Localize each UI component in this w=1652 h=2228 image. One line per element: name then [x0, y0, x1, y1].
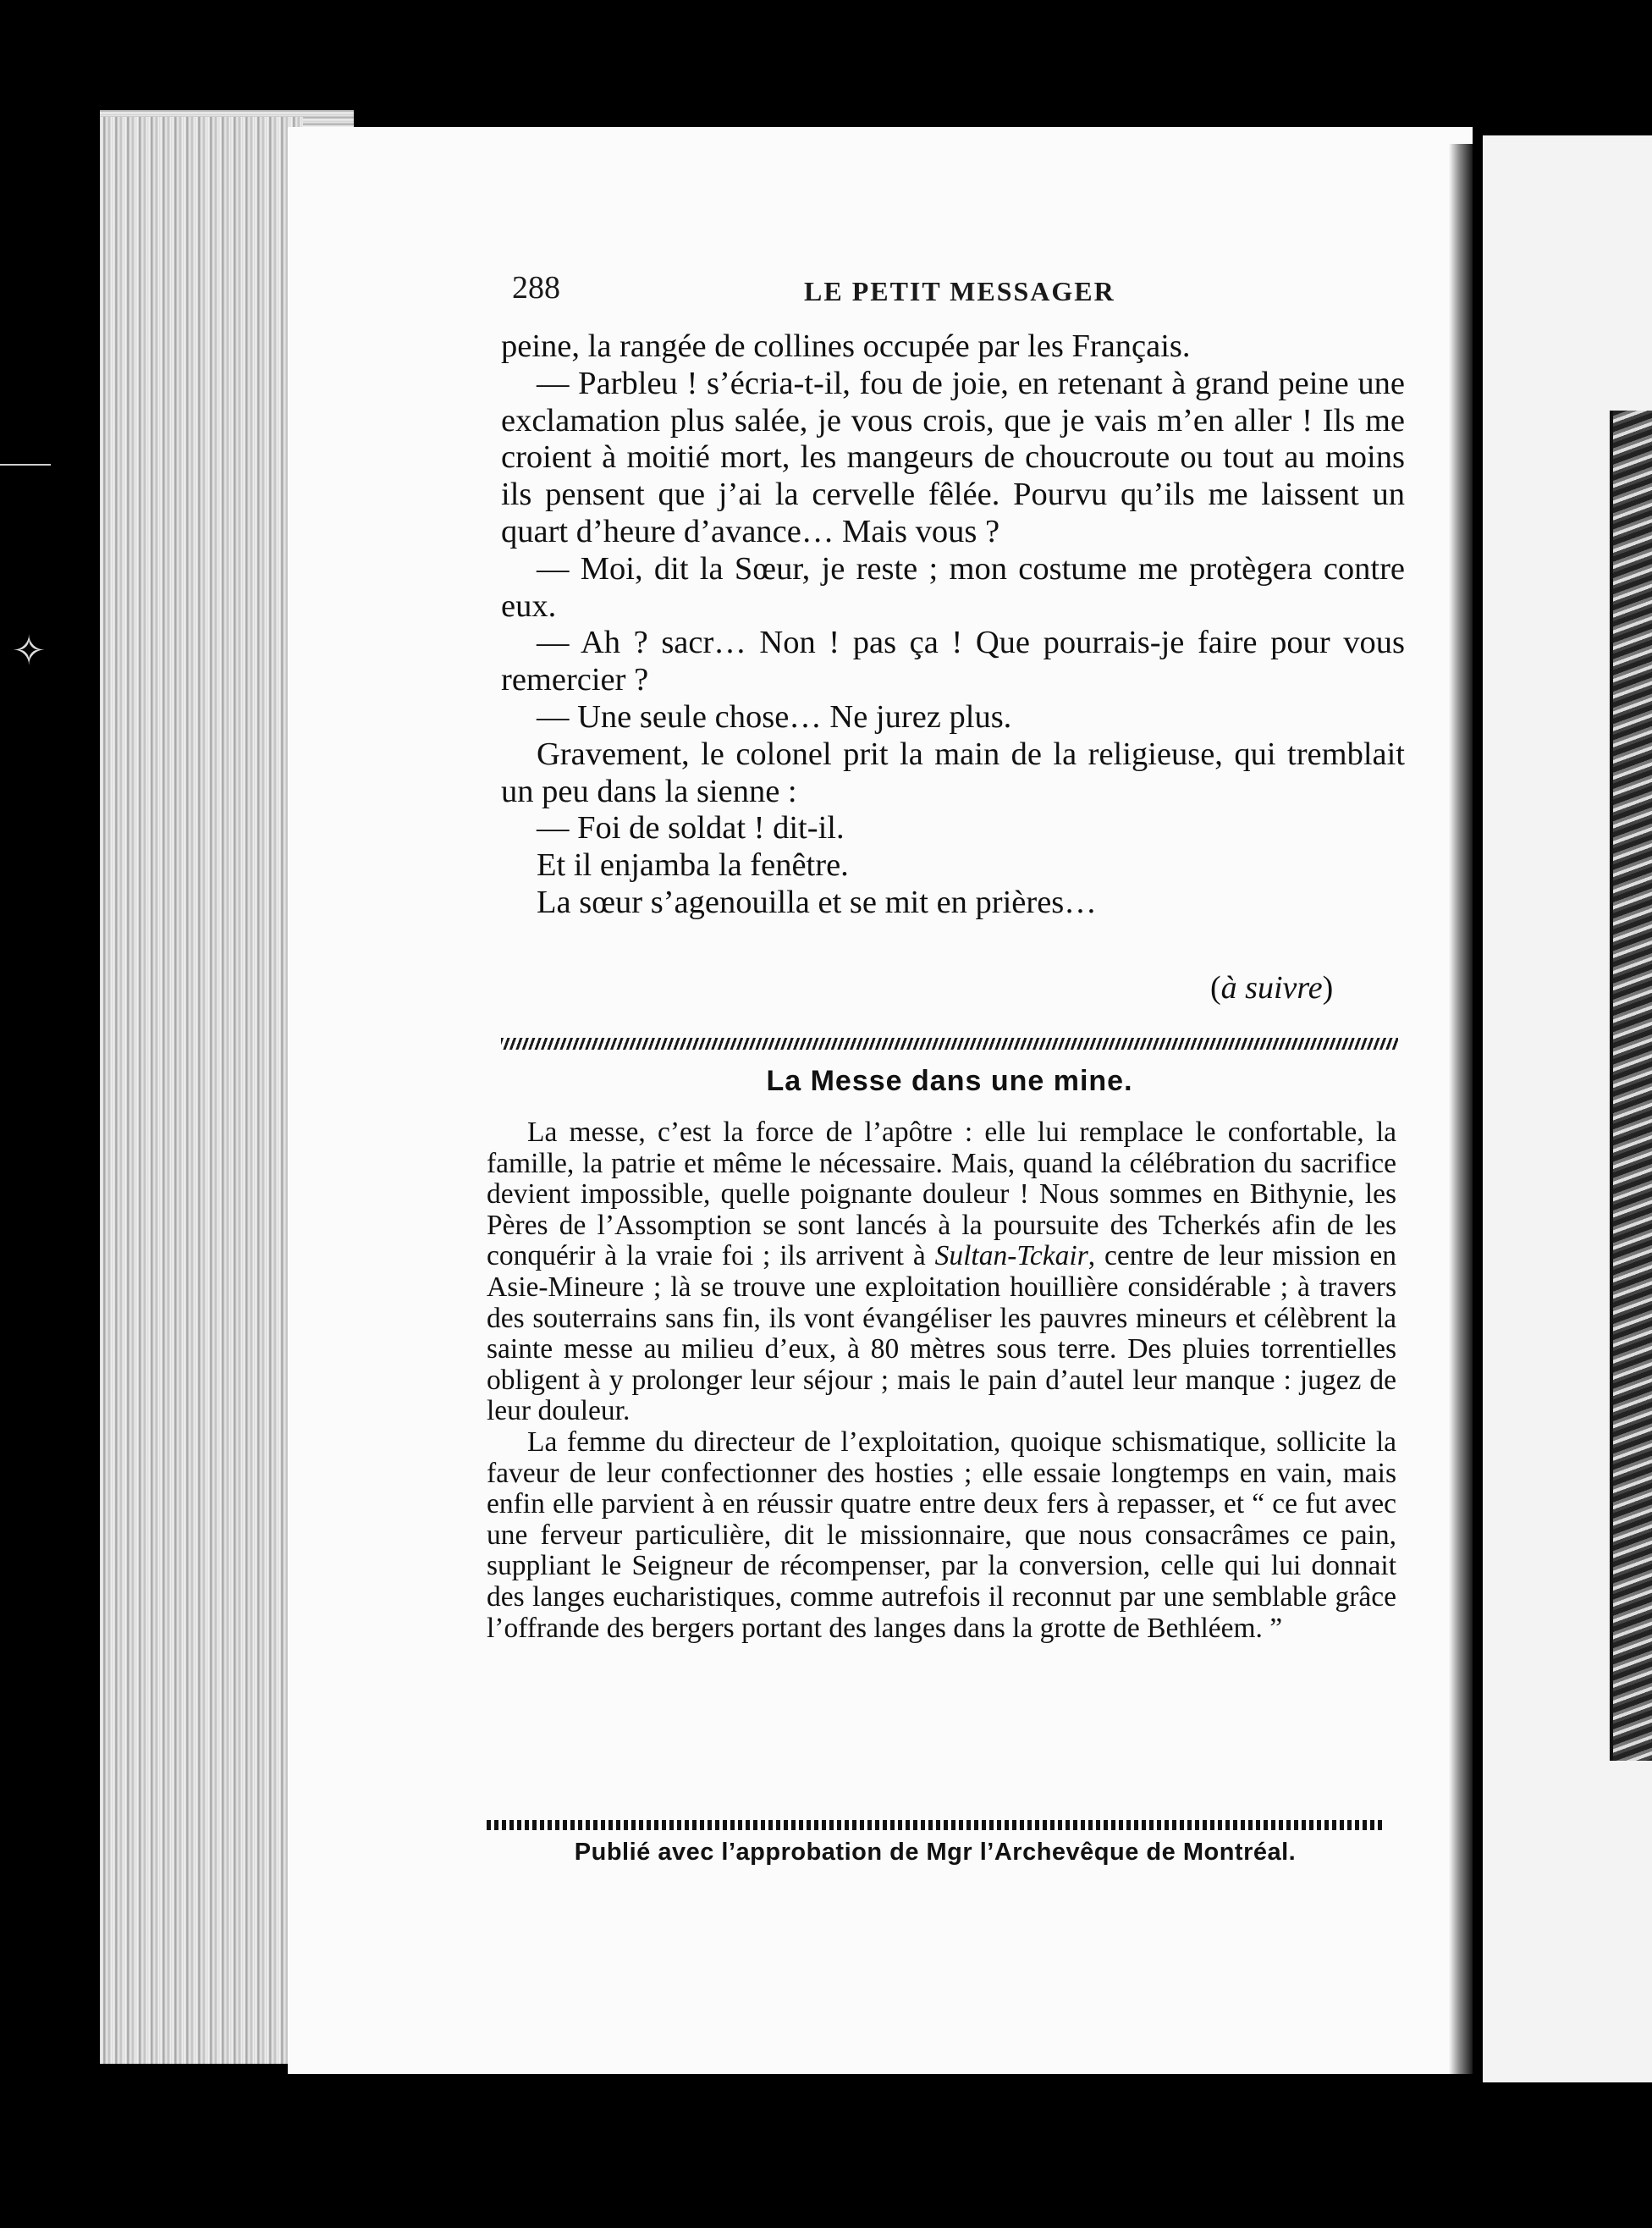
article-text	[487, 1117, 1396, 1644]
continued-text: à suivre	[1220, 970, 1323, 1006]
continued-close: )	[1322, 970, 1334, 1006]
story-text	[501, 328, 1405, 922]
story-paragraph: Gravement, le colonel prit la main de la religieuse, qui tremblait un peu dans la sienne :	[501, 736, 1405, 809]
book-gutter	[1449, 144, 1473, 2074]
article-text-run: La messe, c’est la force de l’apôtre : elle lui remplace le confortable, la famille, la patrie et même le nécessaire. Mais, quand la célébration du sacrifice devient impossible, quelle poignante douleur ! Nous sommes en Bithynie, les Pères de l’Assomption se sont lancés à la poursuite des Tcherkés afin de les conquérir à la vraie foi ; ils arrivent à	[487, 1117, 1396, 1272]
story-paragraph: La sœur s’agenouilla et se mit en prières…	[537, 884, 1097, 920]
story-paragraph: — Une seule chose… Ne jurez plus.	[537, 698, 1012, 735]
article-title: La Messe dans une mine.	[766, 1065, 1133, 1097]
story-paragraph: — Foi de soldat ! dit-il.	[537, 810, 845, 847]
imprimatur-line: Publié avec l’approbation de Mgr l’Archevêque de Montréal.	[574, 1839, 1297, 1866]
scan-margin-line	[0, 464, 51, 466]
story-paragraph: — Parbleu ! s’écria-t-il, fou de joie, en retenant à grand peine une exclamation plus salée, je vous crois, que je vais m’en aller ! Ils me croient à moitié mort, les mangeurs de choucroute ou tout au moins ils pensent que j’ai la cervelle fêlée. Pourvu qu’ils me laissent un quart d’heure d’avance… Mais vous ?	[501, 365, 1405, 549]
facing-page-illustration	[1610, 411, 1652, 1761]
story-paragraph: Et il enjamba la fenêtre.	[537, 847, 849, 884]
book-page-edges	[100, 117, 303, 2064]
story-paragraph: peine, la rangée de collines occupée par les Français.	[501, 328, 1191, 364]
to-be-continued	[1210, 969, 1333, 1006]
page-number: 288	[512, 270, 560, 306]
article-text-run: , centre de leur mission en Asie-Mineure ; là se trouve une exploitation houillière considérable ; à travers des souterrains sans fin, ils vont évangéliser les pauvres mineurs et célèbrent la sainte messe au milieu d’eux, à 80 mètres sous terre. Des pluies torrentielles obligent à y prolonger leur séjour ; mais le pain d’autel leur manque : jugez de leur douleur.	[487, 1240, 1396, 1427]
story-paragraph: — Moi, dit la Sœur, je reste ; mon costume me protègera contre eux.	[501, 550, 1405, 624]
running-head	[512, 269, 1396, 312]
section-divider	[501, 1038, 1398, 1050]
continued-open: (	[1210, 970, 1221, 1006]
story-paragraph: — Ah ? sacr… Non ! pas ça ! Que pourrais-je faire pour vous remercier ?	[501, 625, 1405, 698]
running-head-title: LE PETIT MESSAGER	[804, 276, 1115, 306]
footer-divider	[487, 1820, 1384, 1830]
article-place-name: Sultan-Tckair	[934, 1240, 1088, 1272]
article-paragraph	[487, 1117, 1396, 1427]
scan-margin-mark-icon: ✧	[12, 629, 47, 674]
article-paragraph: La femme du directeur de l’exploitation, quoique schismatique, sollicite la faveur de leur confectionner des hosties ; elle essaie longtemps en vain, mais enfin elle parvient à en réussir quatre entre deux fers à repasser, et “ ce fut avec une ferveur particulière, dit le missionnaire, que nous consacrâmes ce pain, suppliant le Seigneur de récompenser, par la conversion, celle qui lui donnait des langes eucharistiques, comme autrefois il reconnut par une semblable grâce l’offrande des bergers portant des langes dans la grotte de Bethléem. ”	[487, 1426, 1396, 1644]
